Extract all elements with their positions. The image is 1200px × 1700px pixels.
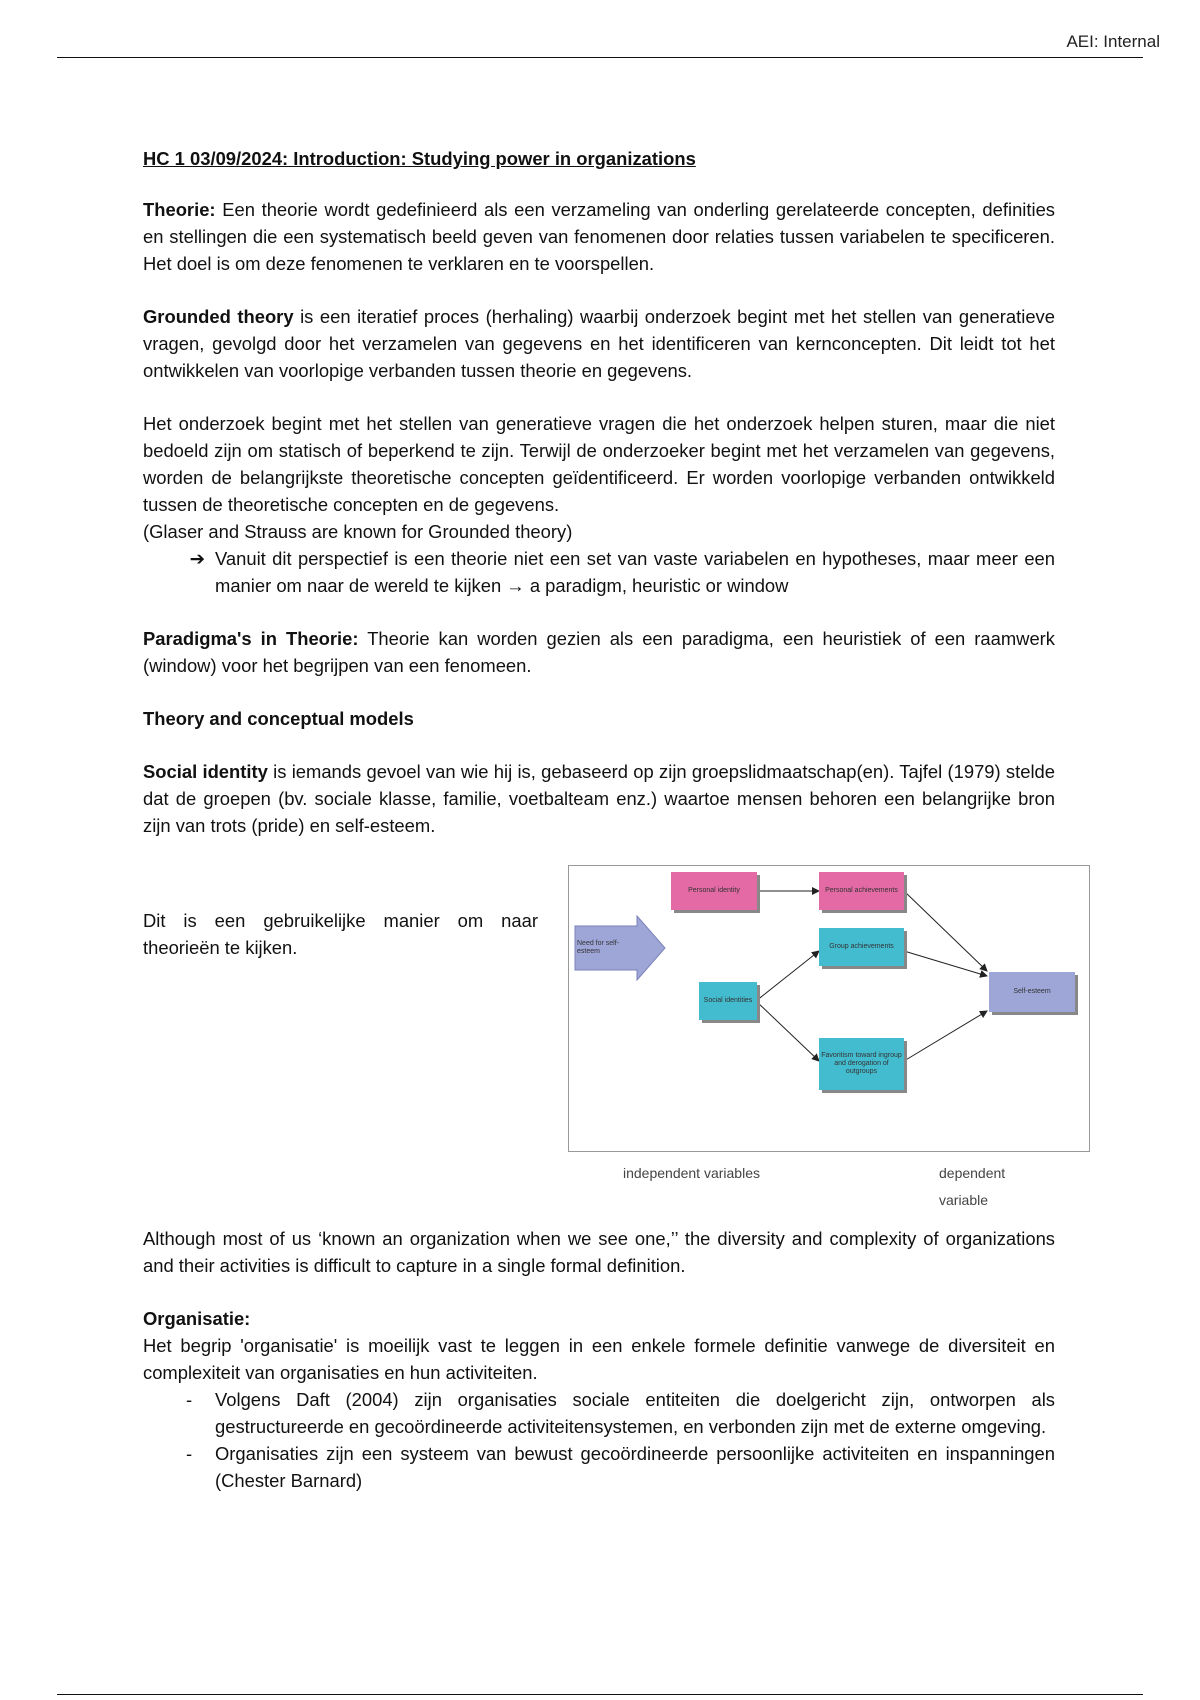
independent-variables-label: independent variables — [623, 1165, 760, 1181]
social-identities-box: Social identities — [699, 982, 757, 1020]
footer-rule — [57, 1694, 1143, 1695]
paragraph-paradigma — [143, 625, 1055, 679]
text-theorie: Een theorie wordt gedefinieerd als een verzameling van onderling gerelateerde concepten, definities en stellingen die een systematisch beeld geven van fenomenen door relaties tussen variabelen te specificeren. Het doel is om deze fenomenen te verklaren en te voorspellen. — [143, 199, 1055, 274]
term-social-identity: Social identity — [143, 761, 268, 782]
need-for-self-esteem-label: Need for self-esteem — [577, 940, 620, 955]
list-item — [143, 1386, 1055, 1440]
group-achievements-box: Group achievements — [819, 928, 904, 966]
bullet-dash: - — [185, 1389, 193, 1410]
arrow-icon: ➔ — [189, 548, 205, 569]
term-theorie: Theorie: — [143, 199, 216, 220]
self-esteem-box: Self-esteem — [989, 972, 1075, 1012]
classification-label: AEI: Internal — [1066, 32, 1160, 51]
document-body — [143, 145, 1055, 1494]
arrow-personal-achievements-to-self-esteem — [904, 891, 987, 971]
paragraph-organisatie: Het begrip 'organisatie' is moeilijk vast te leggen in een enkele formele definitie vanwege de diversiteit en complexiteit van organisaties en hun activiteiten. — [143, 1335, 1055, 1383]
arrow-social-to-favoritism — [756, 1001, 819, 1061]
paragraph-grounded-theory — [143, 303, 1055, 384]
paragraph-onderzoek: Het onderzoek begint met het stellen van generatieve vragen die het onderzoek helpen sturen, maar die niet bedoeld zijn om statisch of beperkend te zijn. Terwijl de onderzoeker begint met het verzamelen van gegevens, worden de belangrijkste theoretische concepten geïdentificeerd. Er worden voorlopige verbanden ontwikkeld tussen de theoretische concepten en de gegevens. — [143, 413, 1055, 515]
bullet-dash: - — [185, 1443, 193, 1464]
list-item — [143, 1440, 1055, 1494]
figure-row — [143, 865, 1055, 1208]
dependent-variable-label: dependent variable — [939, 1165, 1006, 1208]
arrow-bullet-text: Vanuit dit perspectief is een theorie niet een set van vaste variabelen en hypotheses, maar meer een manier om naar de wereld te kijken → a paradigm, heuristic or window — [215, 548, 1055, 596]
arrow-favoritism-to-self-esteem — [904, 1011, 987, 1061]
arrow-social-to-group — [756, 951, 819, 1001]
heading-organisatie: Organisatie: — [143, 1308, 251, 1329]
personal-achievements-box: Personal achievements — [819, 872, 904, 910]
social-identity-diagram — [568, 865, 1090, 1152]
paragraph-although: Although most of us ‘known an organization when we see one,’’ the diversity and complexity of organizations and their activities is difficult to capture in a single formal definition. — [143, 1228, 1055, 1276]
header-rule — [57, 57, 1143, 58]
text-grounded-theory: is een iteratief proces (herhaling) waarbij onderzoek begint met het stellen van generatieve vragen, gevolgd door het verzamelen van gegevens en het identificeren van kernconcepten. Dit leidt tot het ontwikkelen van voorlopige verbanden tussen theorie en gegevens. — [143, 306, 1055, 381]
arrow-bullet — [143, 545, 1055, 599]
list-item-text: Volgens Daft (2004) zijn organisaties sociale entiteiten die doelgericht zijn, ontworpen als gestructureerde en gecoördineerde activiteitensystemen, en verbonden zijn met de externe omgeving. — [215, 1389, 1055, 1437]
paragraph-social-identity — [143, 758, 1055, 839]
figure-caption: Dit is een gebruikelijke manier om naar theorieën te kijken. — [143, 910, 538, 958]
term-paradigma: Paradigma's in Theorie: — [143, 628, 359, 649]
paragraph-theorie — [143, 196, 1055, 277]
text-social-identity: is iemands gevoel van wie hij is, gebaseerd op zijn groepslidmaatschap(en). Tajfel (1979) stelde dat de groepen (bv. sociale klasse, familie, voetbalteam enz.) waartoe mensen behoren een belangrijke bron zijn van trots (pride) en self-esteem. — [143, 761, 1055, 836]
glaser-note: (Glaser and Strauss are known for Grounded theory) — [143, 521, 573, 542]
heading-theory-models: Theory and conceptual models — [143, 708, 414, 729]
page-title: HC 1 03/09/2024: Introduction: Studying power in organizations — [143, 148, 696, 169]
arrow-group-to-self-esteem — [904, 951, 987, 976]
favoritism-box: Favoritism toward ingroup and derogation of outgroups — [819, 1038, 904, 1090]
term-grounded-theory: Grounded theory — [143, 306, 294, 327]
personal-identity-box: Personal identity — [671, 872, 757, 910]
list-item-text: Organisaties zijn een systeem van bewust gecoördineerde persoonlijke activiteiten en inspanningen (Chester Barnard) — [215, 1443, 1055, 1491]
text-paradigma: Theorie kan worden gezien als een paradigma, een heuristiek of een raamwerk (window) voor het begrijpen van een fenomeen. — [143, 628, 1056, 676]
